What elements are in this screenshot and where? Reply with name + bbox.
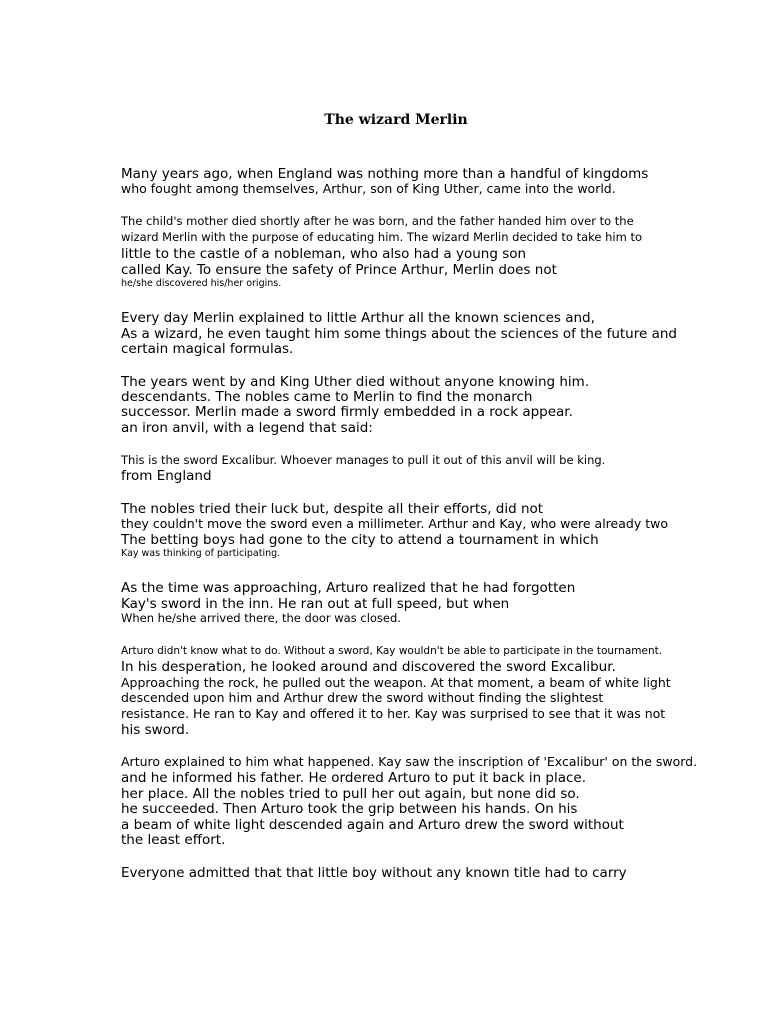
text-line: As a wizard, he even taught him some things about the sciences of the future and — [121, 326, 677, 342]
text-line: Every day Merlin explained to little Arthur all the known sciences and, — [121, 310, 595, 326]
text-line: from England — [121, 468, 212, 484]
text-line: called Kay. To ensure the safety of Prince Arthur, Merlin does not — [121, 262, 557, 278]
text-line: descended upon him and Arthur drew the sword without finding the slightest — [121, 690, 604, 705]
text-line: This is the sword Excalibur. Whoever manages to pull it out of this anvil will be king. — [121, 453, 606, 467]
text-line: As the time was approaching, Arturo realized that he had forgotten — [121, 580, 576, 596]
text-line: his sword. — [121, 722, 190, 738]
text-line: The betting boys had gone to the city to attend a tournament in which — [121, 532, 599, 548]
text-line: little to the castle of a nobleman, who also had a young son — [121, 246, 527, 262]
text-line: who fought among themselves, Arthur, son of King Uther, came into the world. — [121, 181, 616, 196]
text-line: Everyone admitted that that little boy without any known title had to carry — [121, 865, 627, 881]
text-line: Many years ago, when England was nothing more than a handful of kingdoms — [121, 166, 649, 182]
text-line: Arturo explained to him what happened. Kay saw the inscription of 'Excalibur' on the sword. — [121, 754, 698, 769]
text-line: they couldn't move the sword even a millimeter. Arthur and Kay, who were already two — [121, 516, 668, 531]
text-line: he/she discovered his/her origins. — [121, 278, 282, 289]
text-line: wizard Merlin with the purpose of educating him. The wizard Merlin decided to take him to — [121, 230, 643, 244]
text-line: the least effort. — [121, 832, 226, 848]
text-line: The child's mother died shortly after he was born, and the father handed him over to the — [121, 214, 634, 228]
text-line: he succeeded. Then Arturo took the grip between his hands. On his — [121, 801, 578, 817]
text-line: her place. All the nobles tried to pull her out again, but none did so. — [121, 786, 580, 802]
text-line: successor. Merlin made a sword firmly embedded in a rock appear. — [121, 404, 573, 420]
text-line: The nobles tried their luck but, despite all their efforts, did not — [121, 501, 544, 517]
text-line: Arturo didn't know what to do. Without a sword, Kay wouldn't be able to participate in the tournament. — [121, 645, 663, 657]
text-line: When he/she arrived there, the door was closed. — [121, 611, 401, 625]
text-line: resistance. He ran to Kay and offered it to her. Kay was surprised to see that it was not — [121, 706, 666, 721]
text-line: Approaching the rock, he pulled out the weapon. At that moment, a beam of white light — [121, 675, 671, 690]
text-line: certain magical formulas. — [121, 341, 294, 357]
document-title: The wizard Merlin — [324, 112, 468, 128]
text-line: Kay's sword in the inn. He ran out at full speed, but when — [121, 596, 510, 612]
text-line: In his desperation, he looked around and discovered the sword Excalibur. — [121, 659, 616, 675]
text-line: a beam of white light descended again and Arturo drew the sword without — [121, 817, 624, 833]
text-line: Kay was thinking of participating. — [121, 548, 281, 559]
text-line: and he informed his father. He ordered Arturo to put it back in place. — [121, 770, 587, 786]
text-line: descendants. The nobles came to Merlin to find the monarch — [121, 389, 533, 405]
text-line: an iron anvil, with a legend that said: — [121, 420, 373, 436]
text-line: The years went by and King Uther died without anyone knowing him. — [121, 374, 590, 390]
